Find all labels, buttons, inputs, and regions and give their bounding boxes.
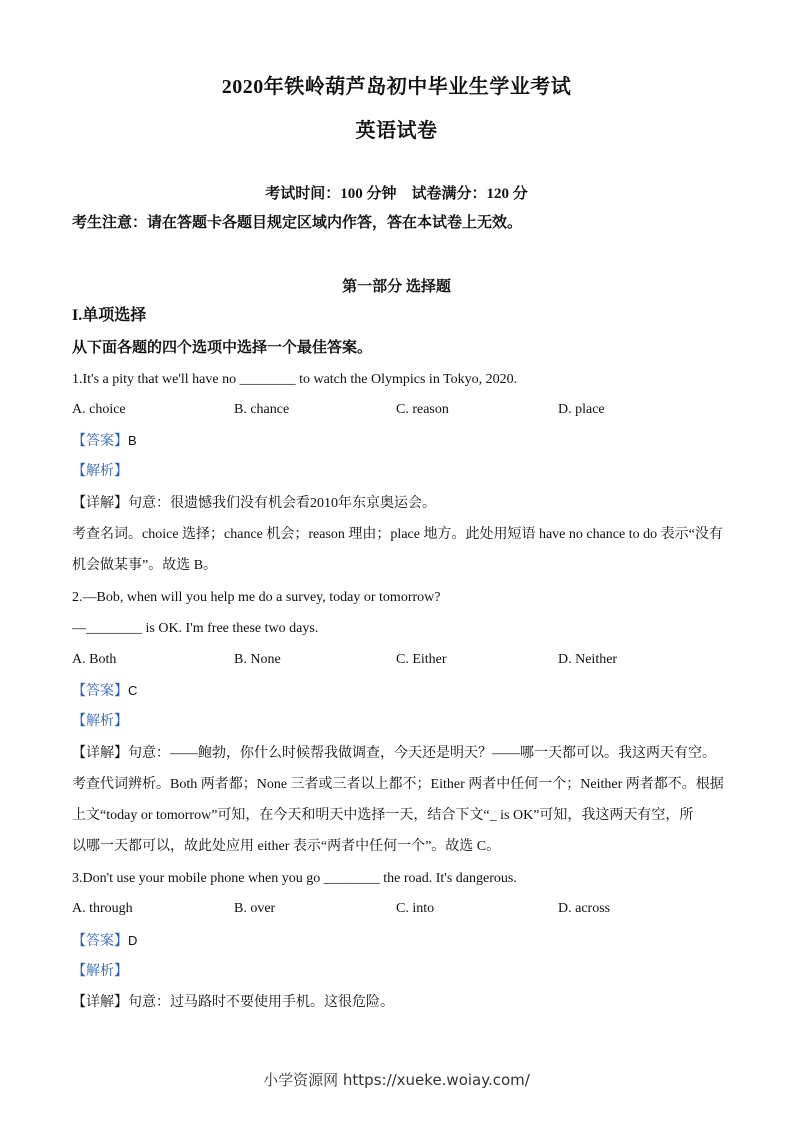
question-3-stem: 3.Don't use your mobile phone when you go ________ the road. It's dangerous. [72, 871, 517, 886]
question-2-option-a: A. Both [72, 652, 117, 667]
question-1-option-b: B. chance [234, 402, 290, 417]
question-1-option-c: C. reason [396, 402, 449, 417]
answer-value: D [128, 933, 138, 948]
question-3-analysis-label: 【解析】 [72, 964, 128, 979]
section-title: I.单项选择 [72, 307, 147, 324]
question-3-option-a: A. through [72, 901, 133, 916]
question-2-detail [72, 745, 722, 763]
question-1-analysis-label: 【解析】 [72, 464, 128, 479]
answer-value: B [128, 433, 137, 448]
question-1-option-d: D. place [558, 402, 605, 417]
detail-text: 句意：过马路时不要使用手机。这很危险。 [128, 995, 394, 1010]
question-3-option-d: D. across [558, 901, 611, 916]
question-2-explain-line: 考查代词辨析。Both 两者都；None 三者或三者以上都不；Either 两者中任何一个；Neither 两者都不。根据 [72, 777, 724, 792]
exam-info: 考试时间：100 分钟 试卷满分：120 分 [265, 186, 528, 202]
detail-text: 句意：很遗憾我们没有机会看2010年东京奥运会。 [128, 496, 436, 511]
question-3-option-c: C. into [396, 901, 435, 916]
question-2-option-c: C. Either [396, 652, 447, 667]
question-2-analysis-label: 【解析】 [72, 714, 128, 729]
section-instruction: 从下面各题的四个选项中选择一个最佳答案。 [72, 340, 373, 356]
question-2-option-d: D. Neither [558, 652, 618, 667]
detail-label: 【详解】 [72, 995, 128, 1010]
answer-label: 【答案】 [72, 934, 128, 949]
exam-title: 2020年铁岭葫芦岛初中毕业生学业考试 [221, 76, 572, 98]
question-1-explain-line: 考查名词。choice 选择；chance 机会；reason 理由；place 地方。此处用短语 have no chance to do 表示“没有 [72, 527, 723, 542]
question-2-stem: 2.—Bob, when will you help me do a survey, today or tomorrow? [72, 590, 441, 605]
question-2-explain-line: 以哪一天都可以，故此处应用 either 表示“两者中任何一个”。故选 C。 [72, 839, 501, 854]
detail-label: 【详解】 [72, 746, 128, 761]
answer-label: 【答案】 [72, 434, 128, 449]
question-2-option-b: B. None [234, 652, 281, 667]
exam-notice: 考生注意：请在答题卡各题目规定区域内作答，答在本试卷上无效。 [72, 215, 523, 231]
question-1-explain-line: 机会做某事”。故选 B。 [72, 558, 218, 573]
answer-label: 【答案】 [72, 684, 128, 699]
question-2-stem-reply: —________ is OK. I'm free these two days. [72, 621, 319, 636]
question-3-answer [72, 932, 722, 951]
question-2-answer [72, 682, 722, 701]
answer-value: C [128, 683, 138, 698]
question-3-detail [72, 994, 722, 1012]
question-1-detail [72, 495, 722, 513]
question-1-stem: 1.It's a pity that we'll have no ________ to watch the Olympics in Tokyo, 2020. [72, 372, 518, 387]
question-2-explain-line: 上文“today or tomorrow”可知，在今天和明天中选择一天，结合下文“_ is OK”可知，我这两天有空，所 [72, 808, 694, 823]
detail-label: 【详解】 [72, 496, 128, 511]
question-3-option-b: B. over [234, 901, 276, 916]
question-1-option-a: A. choice [72, 402, 126, 417]
part-title: 第一部分 选择题 [342, 279, 451, 295]
question-1-answer [72, 432, 722, 451]
footer-watermark: 小学资源网 https://xueke.woiay.com/ [263, 1071, 530, 1089]
detail-text: 句意：——鲍勃，你什么时候帮我做调查，今天还是明天？——哪一天都可以。我这两天有空。 [128, 746, 716, 761]
exam-subtitle: 英语试卷 [355, 120, 438, 142]
